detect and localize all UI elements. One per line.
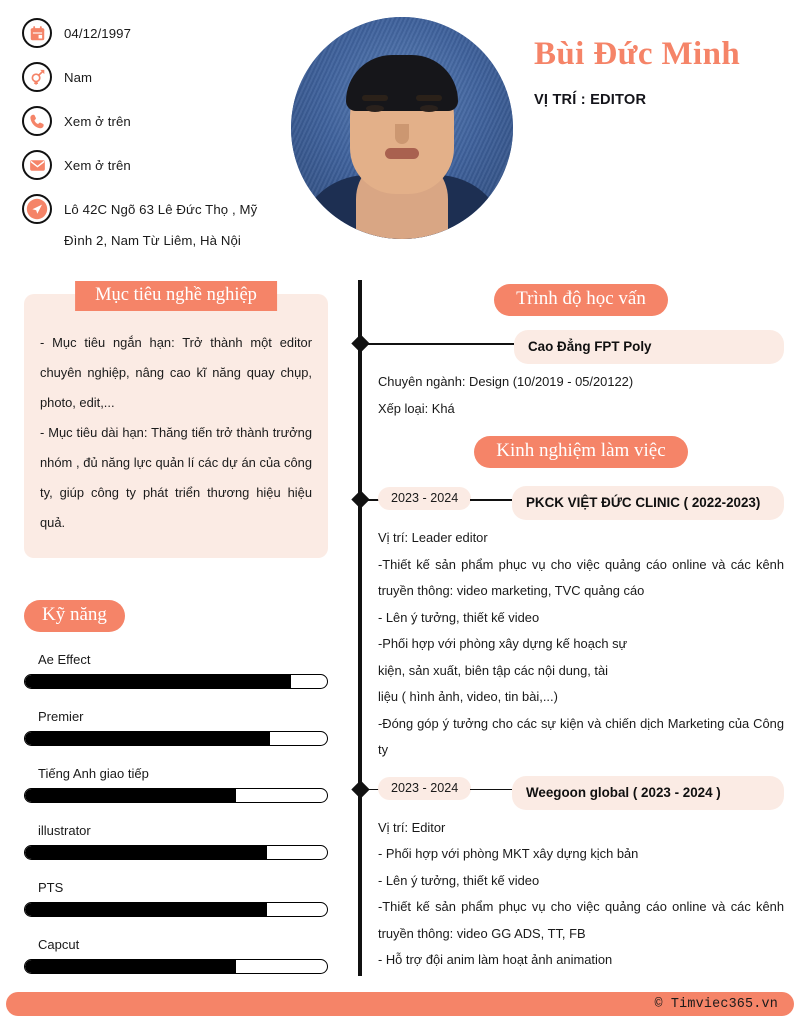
experience-section xyxy=(348,436,800,468)
objective-long-term: - Mục tiêu dài hạn: Thăng tiến trở thành trưởng nhóm , đủ năng lực quản lí các dự án của công ty, giúp công ty phát triển thương hiệu hiệu quả. xyxy=(40,425,312,530)
experience-bullet: -Phối hợp với phòng xây dựng kế hoạch sự xyxy=(378,636,628,651)
education-section xyxy=(348,284,800,316)
experience-details xyxy=(378,815,784,974)
skill-fill xyxy=(25,789,236,802)
address-line-1: Lô 42C Ngõ 63 Lê Đức Thọ , Mỹ xyxy=(64,202,258,217)
skill-label: Premier xyxy=(38,709,84,724)
objective-heading: Mục tiêu nghề nghiệp xyxy=(75,281,277,311)
objective-section xyxy=(24,285,328,558)
contact-row-gender xyxy=(22,62,287,96)
gender-icon xyxy=(22,62,52,92)
experience-bullet: kiện, sản xuất, biên tập các nội dung, tài xyxy=(378,662,609,678)
education-grade: Xếp loại: Khá xyxy=(378,400,455,416)
education-school: Cao Đẳng FPT Poly xyxy=(514,330,784,364)
objective-card xyxy=(24,294,328,558)
skill-bar xyxy=(24,959,328,974)
cv-header xyxy=(0,0,800,262)
skill-label: Ae Effect xyxy=(38,652,91,667)
experience-date: 2023 - 2024 xyxy=(378,777,471,800)
experience-bullet: - Hỗ trợ đội anim làm hoạt ảnh animation xyxy=(378,952,613,967)
timeline-connector xyxy=(470,499,512,501)
experience-role: Vị trí: Leader editor xyxy=(378,530,488,545)
education-major: Chuyên ngành: Design (10/2019 - 05/20122) xyxy=(378,374,634,389)
experience-details xyxy=(378,525,784,764)
calendar-icon xyxy=(22,18,52,48)
experience-bullet: - Phối hợp với phòng MKT xây dựng kịch bản xyxy=(378,846,639,861)
skill-item xyxy=(24,823,328,860)
education-entry xyxy=(348,330,800,422)
location-icon xyxy=(22,194,52,224)
skill-label: Capcut xyxy=(38,937,80,952)
experience-date: 2023 - 2024 xyxy=(378,487,471,510)
email-icon xyxy=(22,150,52,180)
contact-value-address xyxy=(64,194,257,256)
skill-bar xyxy=(24,731,328,746)
experience-bullet: -Thiết kế sản phẩm phục vụ cho việc quảng cáo online và các kênh truyền thông: video marketing, TVC quảng cáo xyxy=(378,556,784,598)
skill-item xyxy=(24,766,328,803)
experience-role: Vị trí: Editor xyxy=(378,819,446,835)
experience-bullet: -Đóng góp ý tưởng cho các sự kiện và chiến dịch Marketing của Công ty xyxy=(378,715,784,757)
contact-value-phone: Xem ở trên xyxy=(64,114,131,129)
skill-bar xyxy=(24,902,328,917)
cv-body xyxy=(0,262,800,984)
education-heading: Trình độ học vấn xyxy=(494,284,668,316)
experience-heading: Kinh nghiệm làm việc xyxy=(474,436,687,468)
experience-bullet: -Thiết kế sản phẩm phục vụ cho việc quảng cáo online và các kênh truyền thông: video GG ADS, TT, FB xyxy=(378,899,784,941)
skill-fill xyxy=(25,675,291,688)
experience-entry xyxy=(348,776,800,974)
phone-icon xyxy=(22,106,52,136)
timeline-connector xyxy=(366,343,514,345)
skill-label: PTS xyxy=(38,880,64,895)
skill-bar xyxy=(24,788,328,803)
skill-fill xyxy=(25,846,267,859)
footer-bar xyxy=(6,992,794,1016)
timeline-connector xyxy=(470,789,512,791)
skills-heading: Kỹ năng xyxy=(24,600,125,632)
footer-credit: © Timviec365.vn xyxy=(654,996,778,1012)
contact-value-gender: Nam xyxy=(64,70,93,85)
left-column xyxy=(0,262,348,984)
experience-bullet: - Lên ý tưởng, thiết kế video xyxy=(378,872,540,888)
job-position-label: VỊ TRÍ : EDITOR xyxy=(534,92,647,109)
page-title: Bùi Đức Minh xyxy=(534,36,741,72)
skill-item xyxy=(24,709,328,746)
skill-item xyxy=(24,880,328,917)
education-details xyxy=(378,369,784,422)
experience-company: PKCK VIỆT ĐỨC CLINIC ( 2022-2023) xyxy=(512,486,784,520)
objective-short-term: - Mục tiêu ngắn hạn: Trở thành một editor chuyên nghiệp, nâng cao kĩ năng quay chụp, photo, edit,... xyxy=(40,335,312,410)
contact-list xyxy=(22,18,287,266)
address-line-2: Đình 2, Nam Từ Liêm, Hà Nội xyxy=(64,233,241,248)
skill-list xyxy=(24,652,328,974)
skills-section xyxy=(24,600,328,974)
experience-bullet: - Lên ý tưởng, thiết kế video xyxy=(378,609,540,625)
skill-bar xyxy=(24,674,328,689)
objective-text xyxy=(40,328,312,538)
name-block xyxy=(534,36,794,108)
contact-row-email xyxy=(22,150,287,184)
experience-bullet: liệu ( hình ảnh, video, tin bài,...) xyxy=(378,689,558,704)
contact-value-email: Xem ở trên xyxy=(64,158,131,173)
right-column xyxy=(348,262,800,984)
skill-label: illustrator xyxy=(38,823,91,838)
experience-company: Weegoon global ( 2023 - 2024 ) xyxy=(512,776,784,810)
skill-item xyxy=(24,652,328,689)
contact-row-birthdate xyxy=(22,18,287,52)
skill-label: Tiếng Anh giao tiếp xyxy=(38,766,149,781)
skill-fill xyxy=(25,732,270,745)
contact-value-birthdate: 04/12/1997 xyxy=(64,26,132,41)
skill-bar xyxy=(24,845,328,860)
skill-fill xyxy=(25,960,236,973)
avatar xyxy=(291,17,513,239)
contact-row-phone xyxy=(22,106,287,140)
skill-item xyxy=(24,937,328,974)
contact-row-address xyxy=(22,194,287,256)
experience-entry xyxy=(348,486,800,764)
skill-fill xyxy=(25,903,267,916)
